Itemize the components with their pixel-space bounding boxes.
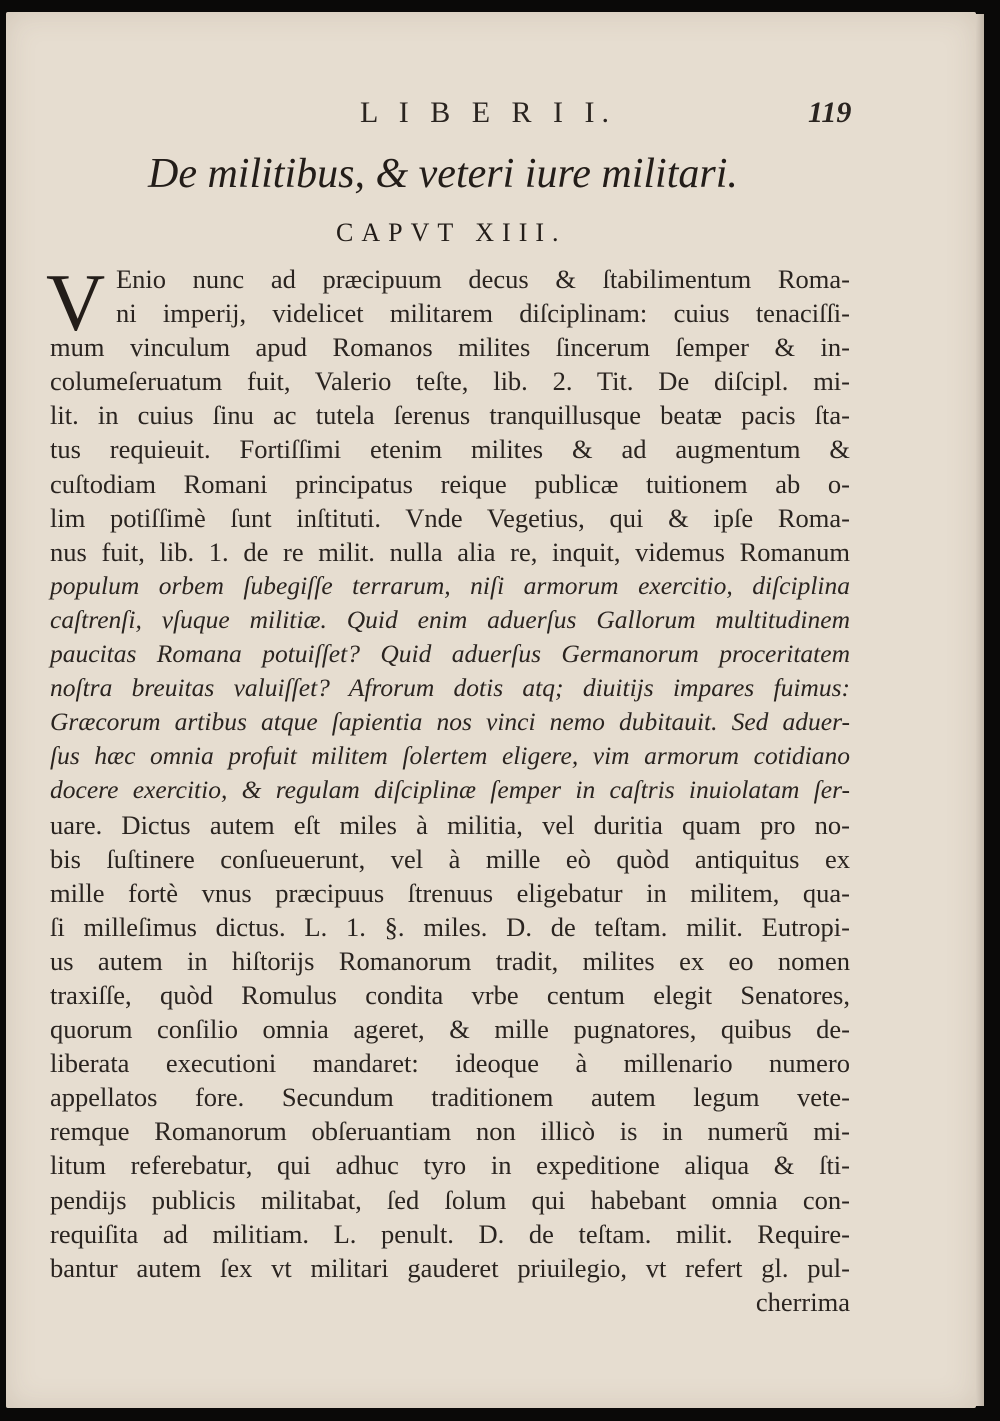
text-line: requiſita ad militiam. L. penult. D. de teſtam. milit. Require- — [50, 1218, 850, 1249]
text-line: uare. Dictus autem eſt miles à militia, vel duritia quam pro no- — [50, 809, 850, 840]
text-line: Enio nunc ad præcipuum decus & ſtabilimentum Roma- — [116, 264, 850, 294]
text-line: liberata executioni mandaret: ideoque à millenario numero — [50, 1048, 850, 1079]
text-line: mum vinculum apud Romanos milites ſincerum ſemper & in- — [50, 332, 850, 363]
text-line: bantur autem ſex vt militari gauderet priuilegio, vt refert gl. pul- — [50, 1252, 850, 1283]
chapter-title: De militibus, & veteri iure militari. — [148, 151, 738, 197]
page-number: 119 — [808, 96, 852, 129]
page-edge — [976, 14, 984, 1406]
text-line: lim potiſſimè ſunt inſtituti. Vnde Vegetius, qui & ipſe Roma- — [50, 502, 850, 533]
text-line: paucitas Romana potuiſſet? Quid aduerſus Germanorum proceritatem — [50, 639, 850, 669]
text-line: pendijs publicis militabat, ſed ſolum qui habebant omnia con- — [50, 1184, 850, 1215]
text-line: quorum conſilio omnia ageret, & mille pugnatores, quibus de- — [50, 1014, 850, 1045]
text-line: populum orbem ſubegiſſe terrarum, niſi armorum exercitio, diſciplina — [50, 570, 850, 600]
text-line: ni imperij, videlicet militarem diſciplinam: cuius tenaciſſi- — [116, 298, 850, 329]
text-line: ſus hæc omnia profuit militem ſolertem eligere, vim armorum cotidiano — [50, 741, 850, 771]
text-line: litum referebatur, qui adhuc tyro in expeditione aliqua & ſti- — [50, 1150, 850, 1181]
text-line: bis ſuſtinere conſueuerunt, vel à mille eò quòd antiquitus ex — [50, 843, 850, 874]
text-line: Græcorum artibus atque ſapientia nos vinci nemo dubitauit. Sed aduer- — [50, 707, 850, 737]
text-line: columeſeruatum fuit, Valerio teſte, lib. 2. Tit. De diſcipl. mi- — [50, 366, 850, 397]
text-line: nus fuit, lib. 1. de re milit. nulla alia re, inquit, videmus Romanum — [50, 536, 850, 567]
text-line: docere exercitio, & regulam diſciplinæ ſemper in caſtris inuiolatam ſer- — [50, 775, 850, 805]
text-line: caſtrenſi, vſuque militiæ. Quid enim aduerſus Gallorum multitudinem — [50, 604, 850, 634]
text-line: noſtra breuitas valuiſſet? Afrorum dotis atq; diuitijs impares fuimus: — [50, 673, 850, 703]
text-line: lit. in cuius ſinu ac tutela ſerenus tranquillusque beatæ pacis ſta- — [50, 400, 850, 431]
running-head: L I B E R I I. — [360, 96, 617, 129]
catchword: cherrima — [755, 1286, 850, 1317]
text-line: ſi milleſimus dictus. L. 1. §. miles. D. de teſtam. milit. Eutropi- — [50, 911, 850, 942]
text-line: traxiſſe, quòd Romulus condita vrbe centum elegit Senatores, — [50, 979, 850, 1010]
text-line: mille fortè vnus præcipuus ſtrenuus eligebatur in militem, qua- — [50, 877, 850, 908]
text-line: tus requieuit. Fortiſſimi etenim milites & ad augmentum & — [50, 434, 850, 465]
text-line: us autem in hiſtorijs Romanorum tradit, milites ex eo nomen — [50, 945, 850, 976]
text-line: cuſtodiam Romani principatus reique publicæ tuitionem ab o- — [50, 468, 850, 499]
body-text — [50, 262, 850, 1319]
chapter-number: CAPVT XIII. — [336, 218, 567, 247]
text-line: remque Romanorum obſeruantiam non illicò is in numerũ mi- — [50, 1116, 850, 1147]
drop-cap: V — [46, 257, 106, 348]
text-line: appellatos fore. Secundum traditionem autem legum vete- — [50, 1082, 850, 1113]
